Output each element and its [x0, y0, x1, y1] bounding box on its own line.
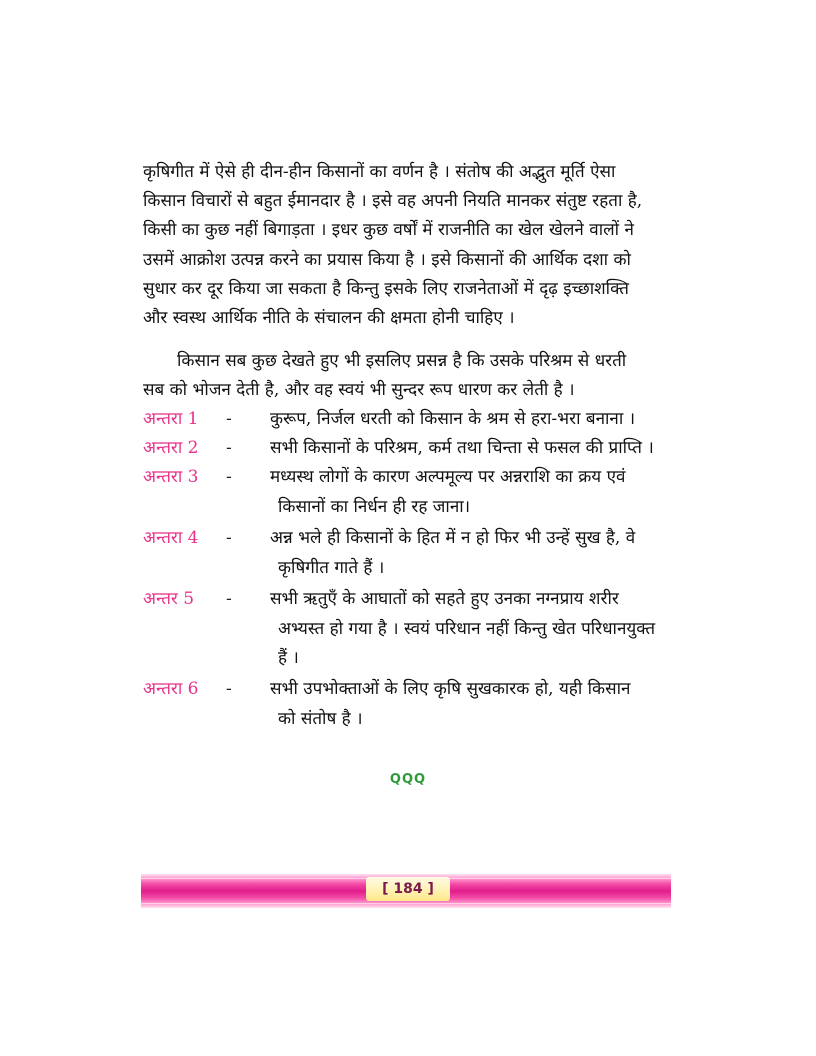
antara-line: को संतोष है । [278, 708, 363, 729]
paragraph-line: किसी का कुछ नहीं बिगाड़ता । इधर कुछ वर्षों में राजनीति का खेल खेलने वालों ने [143, 220, 634, 241]
paragraph-line: किसान विचारों से बहुत ईमानदार है । इसे वह अपनी नियति मानकर संतुष्ट रहता है, [143, 191, 643, 212]
antara-line: अन्न भले ही किसानों के हित में न हो फिर भी उन्हें सुख है, वे [270, 528, 636, 548]
antara-dash: - [226, 679, 232, 699]
page-number: [ 184 ] [366, 877, 450, 901]
antara-text [270, 434, 674, 464]
antara-text [270, 585, 674, 674]
antara-label: अन्तरा 3 [143, 467, 199, 487]
antara-label: अन्तर 5 [143, 589, 195, 609]
antara-line: कुरूप, निर्जल धरती को किसान के श्रम से हरा-भरा बनाना । [270, 409, 636, 429]
antara-dash: - [226, 409, 232, 429]
antara-line: सभी उपभोक्ताओं के लिए कृषि सुखकारक हो, यही किसान [270, 679, 631, 699]
antara-line: किसानों का निर्धन ही रह जाना। [278, 496, 471, 517]
paragraph-line: किसान सब कुछ देखते हुए भी इसलिए प्रसन्न है कि उसके परिश्रम से धरती [177, 351, 627, 371]
antara-label: अन्तरा 1 [143, 409, 199, 429]
section-end-mark: QQQ [389, 772, 427, 787]
paragraph-line: सुधार कर दूर किया जा सकता है किन्तु इसके लिए राजनेताओं में दृढ़ इच्छाशक्ति [143, 278, 629, 299]
antara-line: मध्यस्थ लोगों के कारण अल्पमूल्य पर अन्नराशि का क्रय एवं [270, 467, 626, 487]
antara-line: सभी किसानों के परिश्रम, कर्म तथा चिन्ता से फसल की प्राप्ति । [270, 438, 654, 458]
antara-text [270, 405, 674, 435]
antara-label: अन्तरा 4 [143, 528, 199, 548]
antara-line: हैं । [278, 648, 299, 668]
paragraph-line: उसमें आक्रोश उत्पन्न करने का प्रयास किया है । इसे किसानों की आर्थिक दशा को [143, 249, 631, 270]
antara-label: अन्तरा 6 [143, 679, 199, 699]
paragraph-line: कृषिगीत में ऐसे ही दीन-हीन किसानों का वर्णन है । संतोष की अद्भुत मूर्ति ऐसा [143, 162, 616, 182]
paragraph-line: और स्वस्थ आर्थिक नीति के संचालन की क्षमता होनी चाहिए । [143, 308, 515, 329]
paragraph-line: सब को भोजन देती है, और वह स्वयं भी सुन्दर रूप धारण कर लेती है । [143, 380, 575, 401]
antara-line: कृषिगीत गाते हैं । [278, 557, 385, 578]
paragraph-summary [143, 158, 675, 333]
antara-text [270, 524, 674, 583]
antara-text [270, 675, 674, 734]
antara-line: सभी ऋतुएँ के आघातों को सहते हुए उनका नग्नप्राय शरीर [270, 589, 619, 609]
footer-stripe [141, 903, 671, 904]
antara-dash: - [226, 528, 232, 548]
antara-dash: - [226, 589, 232, 609]
antara-text [270, 463, 674, 522]
antara-label: अन्तरा 2 [143, 438, 199, 458]
antara-dash: - [226, 467, 232, 487]
antara-dash: - [226, 438, 232, 458]
paragraph-conclusion [143, 347, 675, 405]
antara-line: अभ्यस्त हो गया है । स्वयं परिधान नहीं किन्तु खेत परिधानयुक्त [278, 618, 656, 639]
